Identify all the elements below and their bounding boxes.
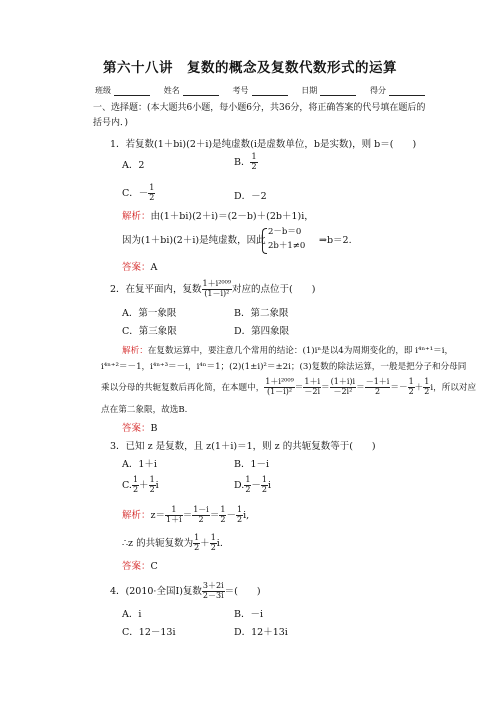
name-blank[interactable] xyxy=(183,86,219,96)
q1-solution-line1: 解析：由(1＋bi)(2＋i)＝(2－b)＋(2b＋1)i， xyxy=(122,211,314,222)
fraction: $\frac{\text{1＋i²⁰⁰⁹}}{\text{(1－i)²}}$ xyxy=(202,279,232,298)
fraction: $\frac{-1+i}{2}$ xyxy=(365,377,390,396)
q4-option-c[interactable]: C．12－13i xyxy=(122,627,176,638)
score-blank[interactable] xyxy=(389,86,425,96)
q1-system-eq1: 2－b＝0 xyxy=(268,227,302,237)
solution-label: 解析： xyxy=(122,509,151,521)
exam-no-blank[interactable] xyxy=(252,86,288,96)
fraction: $\frac{1}{2}$ xyxy=(194,533,200,552)
fraction: $\frac{1-i}{2}$ xyxy=(193,505,209,524)
q3-stem: 3．已知 z 是复数，且 z(1＋i)＝1，则 z 的共轭复数等于( ) xyxy=(110,441,376,452)
fraction: $\frac{3+2i}{2-3i}$ xyxy=(202,581,224,600)
q2-option-a[interactable]: A．第一象限 xyxy=(122,308,177,319)
q1-option-b[interactable]: B． $\frac{1}{2}$ xyxy=(234,152,257,171)
q2-solution-line4: 点在第二象限，故选B. xyxy=(101,405,188,415)
answer-label: 答案： xyxy=(122,561,151,572)
q4-stem: 4．(2010·全国Ⅰ)复数 $\frac{3+2i}{2-3i}$ ＝( ) xyxy=(110,581,261,600)
fraction: $\frac{1}{2}$ xyxy=(245,475,251,494)
q2-stem: 2．在复平面内，复数 $\frac{\text{1＋i²⁰⁰⁹}}{\text{(1－i)²}}$ 对应的点位于( ) xyxy=(110,279,316,298)
info-exam-no: 考号 xyxy=(233,86,288,96)
answer-value: C xyxy=(150,561,158,572)
fraction: $\frac{\text{1＋i²⁰⁰⁹}}{\text{(1－i)²}}$ xyxy=(265,377,294,396)
q4-option-d[interactable]: D．12＋13i xyxy=(234,627,288,638)
fraction: $\frac{1}{2}$ xyxy=(424,377,430,396)
q4-option-a[interactable]: A．i xyxy=(122,609,142,620)
answer-value: B xyxy=(150,423,158,434)
q1-system-eq2: 2b＋1≠0 xyxy=(268,241,306,251)
fraction: $\frac{(1+i)i}{\text{－2i²}}$ xyxy=(330,377,356,396)
fraction: $\frac{1}{1+i}$ xyxy=(166,505,182,524)
date-blank[interactable] xyxy=(320,86,356,96)
q2-answer xyxy=(122,423,158,435)
answer-label: 答案： xyxy=(122,262,151,273)
info-class: 班级 xyxy=(95,86,150,96)
solution-label: 解析： xyxy=(122,346,148,356)
info-score: 得分 xyxy=(370,86,425,96)
q3-option-d[interactable]: D. $\frac{1}{2}$ － $\frac{1}{2}$ i xyxy=(234,475,272,494)
q1-solution-result: ⇒b＝2. xyxy=(319,235,352,246)
q3-solution-line2: ∴z 的共轭复数为 $\frac{1}{2}$ ＋ $\frac{1}{2}$ i. xyxy=(122,533,223,552)
q1-option-a[interactable]: A．2 xyxy=(122,160,145,171)
q1-option-d[interactable]: D．－2 xyxy=(234,191,267,202)
fraction: $\frac{1}{2}$ xyxy=(132,475,139,494)
q3-option-c[interactable]: C. $\frac{1}{2}$ ＋ $\frac{1}{2}$ i xyxy=(122,475,159,494)
info-date: 日期 xyxy=(301,86,356,96)
q2-option-d[interactable]: D．第四象限 xyxy=(234,326,290,337)
fraction: $\frac{1+i}{-2i}$ xyxy=(304,377,321,396)
fraction: $\frac{1}{2}$ xyxy=(236,505,243,524)
q2-option-c[interactable]: C．第三象限 xyxy=(122,326,177,337)
answer-label: 答案： xyxy=(122,423,151,434)
q2-solution-line2: i⁴ⁿ⁺²＝－1，i⁴ⁿ⁺³＝－i，i⁴ⁿ＝1；(2)(1±i)²＝±2i；(3)复数的除法运算，一般是把分子和分母同 xyxy=(101,362,467,372)
student-info-row xyxy=(95,86,425,96)
page-title: 第六十八讲 复数的概念及复数代数形式的运算 xyxy=(103,60,397,76)
class-blank[interactable] xyxy=(114,86,150,96)
q3-answer xyxy=(122,561,158,573)
fraction: $\frac{1}{2}$ xyxy=(220,505,226,524)
q3-option-a[interactable]: A．1＋i xyxy=(122,459,157,470)
fraction: $\frac{1}{2}$ xyxy=(149,475,155,494)
q1-stem: 1．若复数(1＋bi)(2＋i)是纯虚数(i是虚数单位，b是实数)，则 b＝( ) xyxy=(110,139,417,150)
fraction: $\frac{1}{2}$ xyxy=(149,183,155,202)
q2-option-b[interactable]: B．第二象限 xyxy=(234,308,289,319)
q1-answer xyxy=(122,262,157,274)
q3-solution-line1: 解析：z＝ $\frac{1}{1+i}$ ＝ $\frac{1-i}{2}$ ＝ $\frac{1}{2}$ － $\frac{1}{2}$ i, xyxy=(122,505,250,524)
section-heading: 一、选择题：(本大题共6小题，每小题6分，共36分，将正确答案的代号填在题后的 xyxy=(93,103,426,113)
q2-solution-line3: 乘以分母的共轭复数后再化简，在本题中， $\frac{\text{1＋i²⁰⁰⁹}}{\text{(1－i)²}}$ ＝ $\frac{1+i}{-2i}$ ＝ $\frac{(1+i)i}{\text{－2i²}}$ ＝ $\frac{-1+i}{2}$ ＝－ $\frac{1}{2}$ ＋ $\frac{1}{2}$ i，所以对应 xyxy=(101,377,477,396)
q3-option-b[interactable]: B．1－i xyxy=(234,459,270,470)
fraction: $\frac{1}{2}$ xyxy=(251,152,257,171)
system-brace xyxy=(262,228,267,254)
fraction: $\frac{1}{2}$ xyxy=(210,533,216,552)
section-heading-cont: 括号内．) xyxy=(93,118,129,128)
fraction: $\frac{1}{2}$ xyxy=(408,377,414,396)
answer-value: A xyxy=(150,262,158,273)
q4-option-b[interactable]: B．－i xyxy=(234,609,264,620)
fraction: $\frac{1}{2}$ xyxy=(261,475,268,494)
solution-label: 解析： xyxy=(122,211,151,222)
q1-option-c[interactable]: C．－ $\frac{1}{2}$ xyxy=(122,183,155,202)
q1-solution-line2: 因为(1＋bi)(2＋i)是纯虚数，因此 xyxy=(122,235,266,246)
q2-solution-line1: 解析：在复数运算中，要注意几个常用的结论：(1)iⁿ是以4为周期变化的，即 i⁴ⁿ⁺¹＝i， xyxy=(122,346,454,356)
info-name: 姓名 xyxy=(164,86,219,96)
